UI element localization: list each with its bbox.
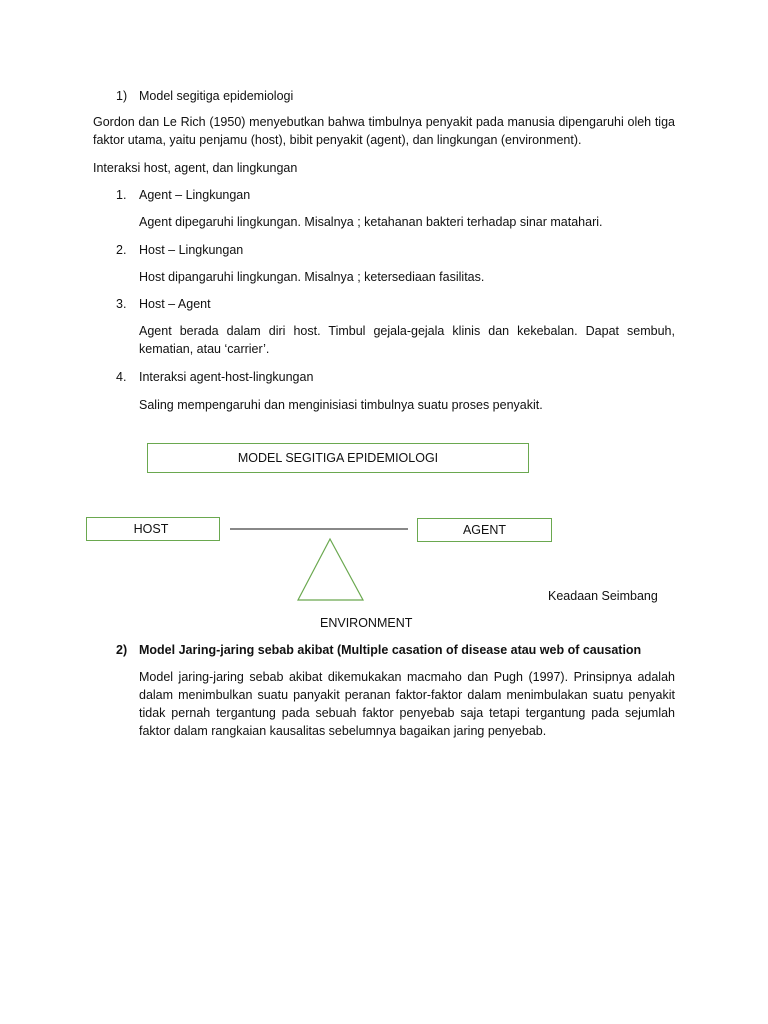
section-2-number: 2) [116, 643, 128, 657]
list-item-desc: Host dipangaruhi lingkungan. Misalnya ; ketersediaan fasilitas. [139, 270, 485, 284]
host-label: HOST [133, 522, 169, 536]
list-item-desc: Agent berada dalam diri host. Timbul gejala-gejala klinis dan kekebalan. Dapat sembuh, kematian, atau ‘carrier’. [139, 324, 675, 356]
list-item-title: Interaksi agent-host-lingkungan [139, 370, 314, 384]
list-item-title: Host – Lingkungan [139, 243, 244, 257]
triangle-connector-graphic [220, 518, 420, 608]
section-1-heading: Model segitiga epidemiologi [139, 89, 294, 103]
environment-triangle [298, 539, 363, 600]
list-item-title: Agent – Lingkungan [139, 188, 251, 202]
list-item-number: 3. [116, 297, 127, 311]
list-item-desc: Saling mempengaruhi dan menginisiasi timbulnya suatu proses penyakit. [139, 398, 543, 412]
list-item-title: Host – Agent [139, 297, 211, 311]
agent-box [417, 518, 552, 542]
list-item-number: 1. [116, 188, 127, 202]
list-item-number: 4. [116, 370, 127, 384]
agent-label: AGENT [462, 523, 507, 537]
diagram-title-box [147, 443, 529, 473]
section-2-paragraph: Model jaring-jaring sebab akibat dikemukakan macmaho dan Pugh (1997). Prinsipnya adalah dalam menimbulkan suatu panyakit peranan faktor-faktor dalam menimbulakan suatu penyakit tidak pernah tergantung pada sebuah faktor penyebab saja tetapi tergantung pada sejumlah faktor dalam rangkaian kausalitas sebelumnya bagaikan jaring penyebab. [139, 670, 675, 738]
host-box [86, 517, 220, 541]
intro-paragraph: Gordon dan Le Rich (1950) menyebutkan bahwa timbulnya penyakit pada manusia dipengaruhi oleh tiga faktor utama, yaitu penjamu (host), bibit penyakit (agent), dan lingkungan (environment). [93, 115, 675, 147]
interaction-title: Interaksi host, agent, dan lingkungan [93, 161, 298, 175]
list-item-desc: Agent dipegaruhi lingkungan. Misalnya ; ketahanan bakteri terhadap sinar matahari. [139, 215, 603, 229]
balance-label: Keadaan Seimbang [548, 589, 658, 603]
section-1-number: 1) [116, 89, 128, 103]
list-item-number: 2. [116, 243, 127, 257]
section-2-heading: Model Jaring-jaring sebab akibat (Multiple casation of disease atau web of causation [139, 643, 642, 657]
diagram-title: MODEL SEGITIGA EPIDEMIOLOGI [237, 451, 439, 465]
environment-label: ENVIRONMENT [320, 616, 413, 630]
